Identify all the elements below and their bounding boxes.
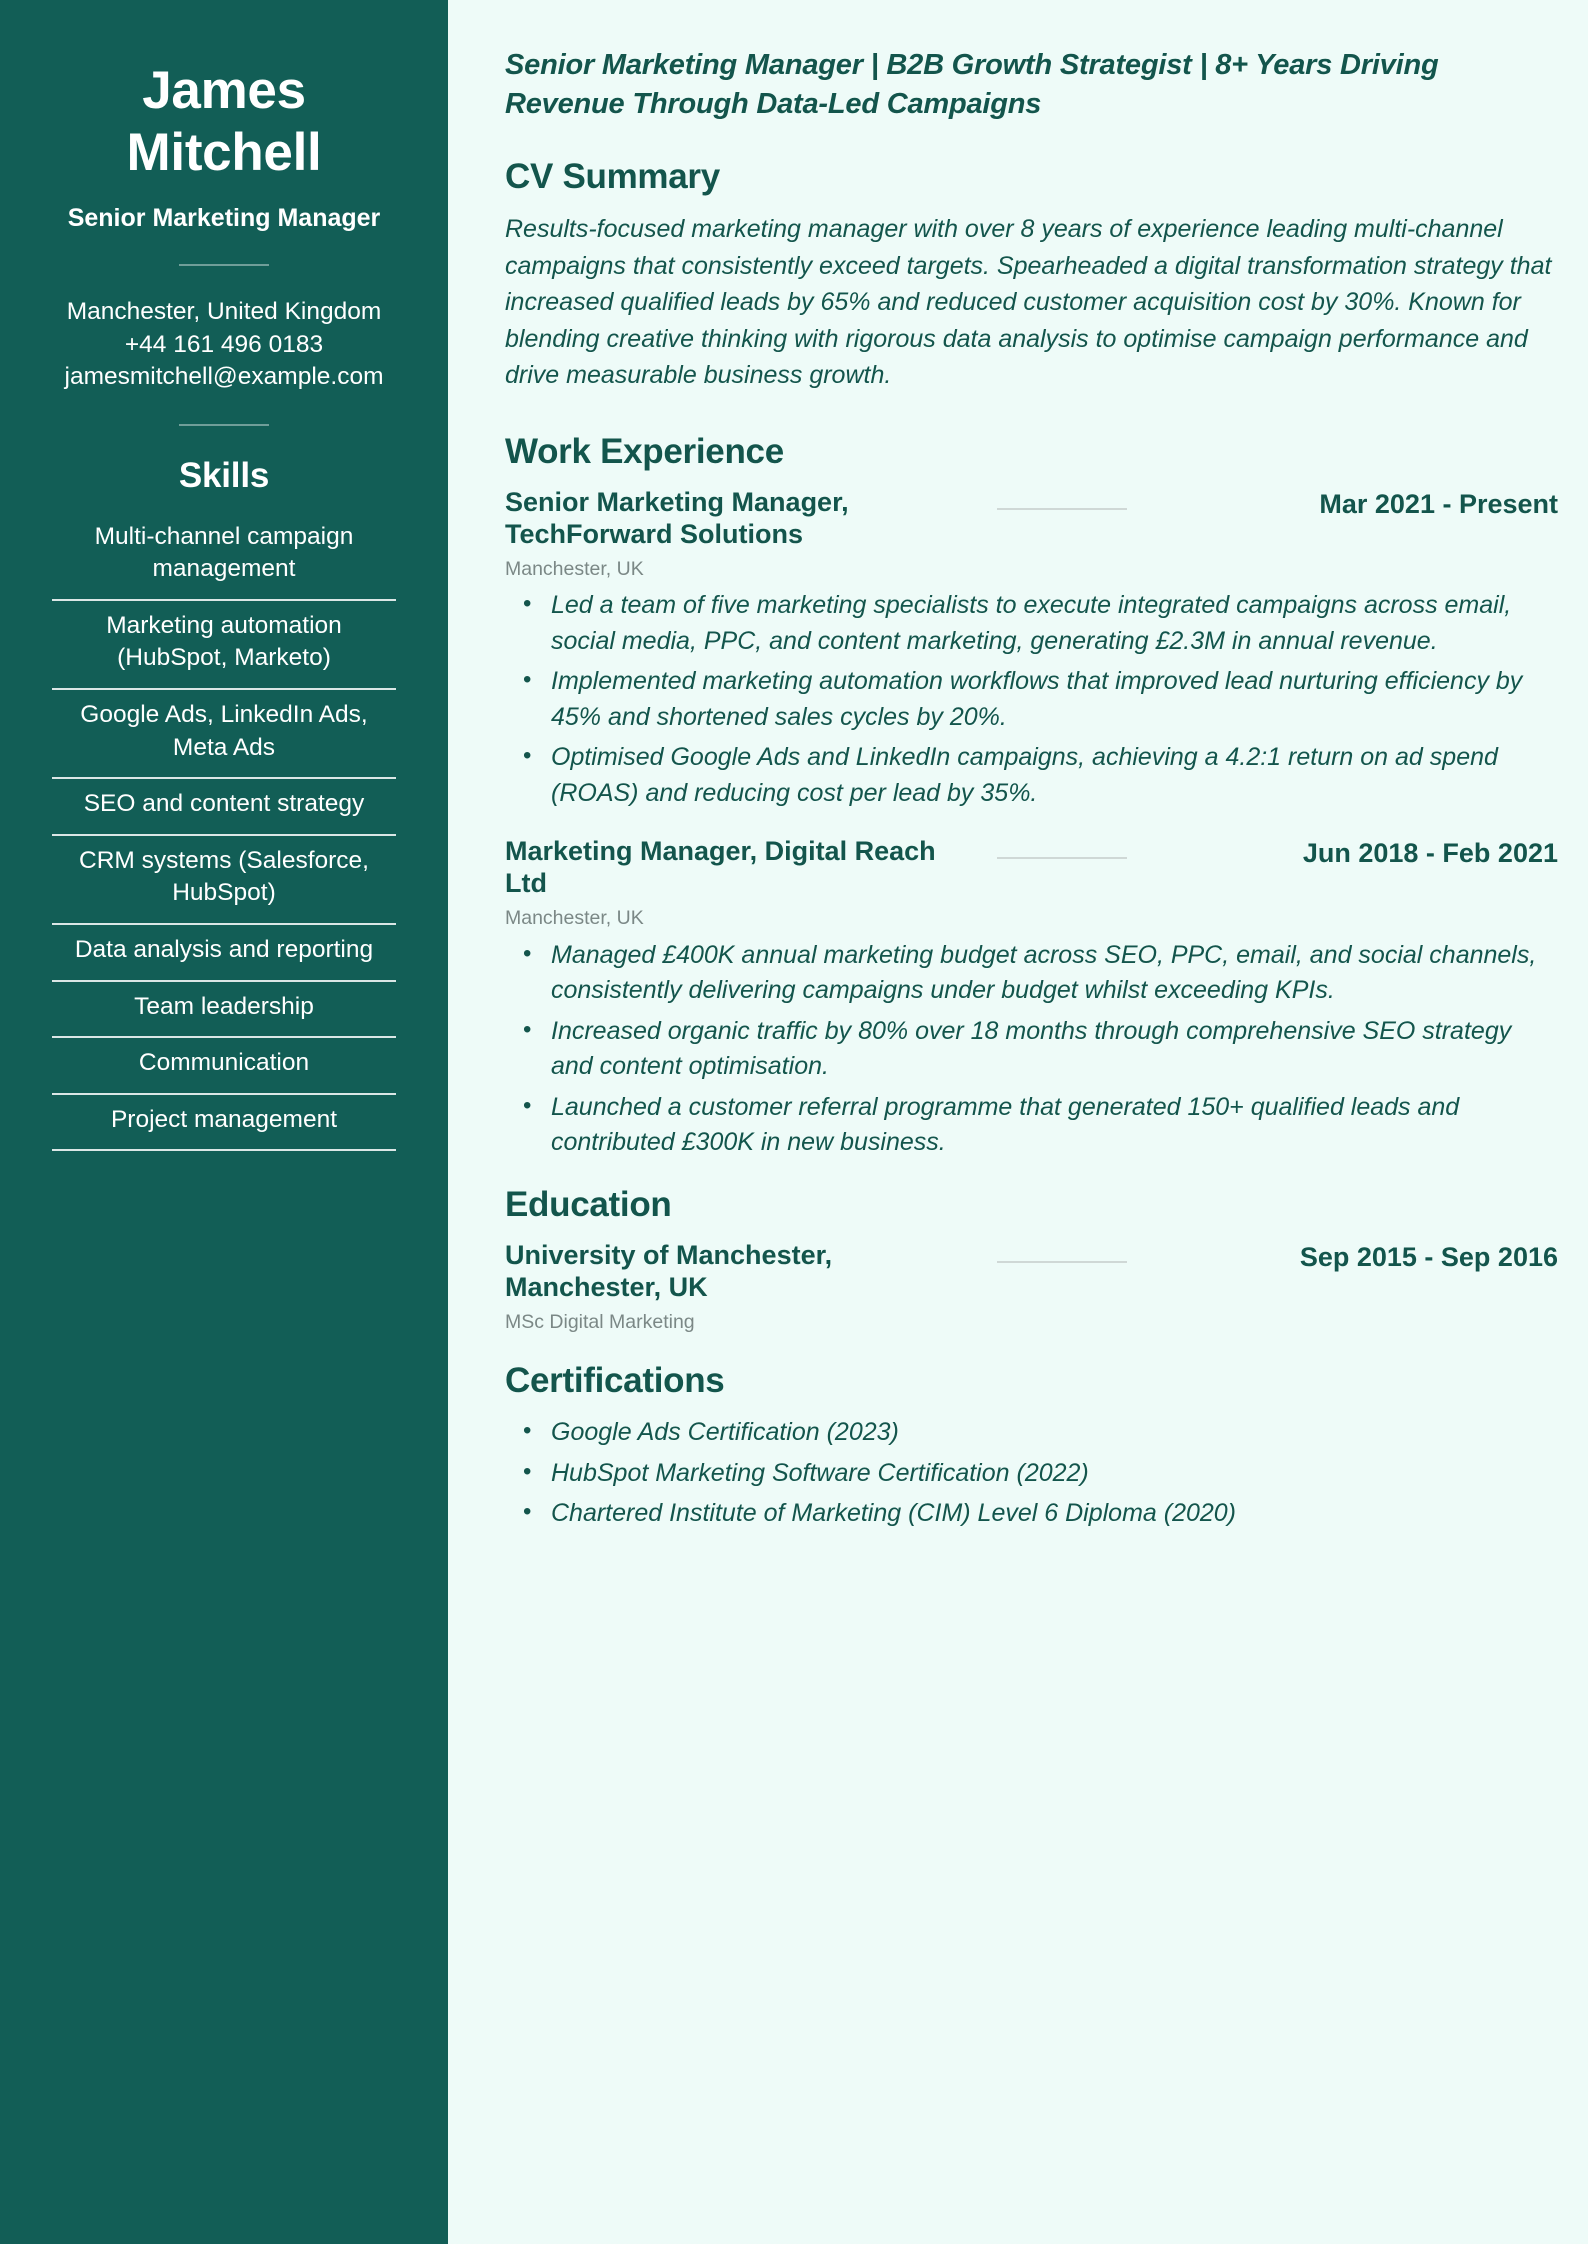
education-entry-header — [505, 1239, 1558, 1303]
bullet-item: • Optimised Google Ads and LinkedIn campaigns, achieving a 4.2:1 return on ad spend (ROAS) and reducing cost per lead by 35%. — [551, 740, 1558, 811]
cv-main-content — [448, 0, 1588, 2244]
certification-item: • HubSpot Marketing Software Certification (2022) — [551, 1456, 1558, 1492]
certification-item: • Chartered Institute of Marketing (CIM) Level 6 Diploma (2020) — [551, 1496, 1558, 1532]
skill-item: SEO and content strategy — [52, 779, 396, 836]
education-degree: MSc Digital Marketing — [505, 1311, 695, 1334]
work-entry-location: Manchester, UK — [505, 557, 644, 580]
bullet-item: • Led a team of five marketing specialists to execute integrated campaigns across email, social media, PPC, and content marketing, generating £2.3M in annual revenue. — [551, 588, 1558, 659]
skill-item: Team leadership — [52, 982, 396, 1039]
section-work-experience — [505, 432, 1558, 1161]
entry-connector-line — [997, 857, 1127, 859]
work-entry-bullets — [505, 938, 1558, 1161]
work-entry-role: Senior Marketing Manager, TechForward Solutions — [505, 486, 849, 549]
professional-headline: Senior Marketing Manager | B2B Growth Strategist | 8+ Years Driving Revenue Through Data-Led Campaigns — [505, 49, 1439, 120]
work-entry — [505, 486, 1558, 583]
work-entry — [505, 835, 1558, 932]
contact-phone: +44 161 496 0183 — [124, 330, 324, 358]
entry-connector-line — [997, 1261, 1127, 1263]
sidebar-divider-bottom — [179, 424, 269, 426]
skills-heading: Skills — [178, 455, 270, 495]
bullet-item: • Managed £400K annual marketing budget across SEO, PPC, email, and social channels, consistently delivering campaigns under budget whilst exceeding KPIs. — [551, 938, 1558, 1009]
contact-block — [46, 296, 402, 394]
skill-item: Communication — [52, 1038, 396, 1095]
education-institution: University of Manchester, Manchester, UK — [505, 1239, 833, 1302]
cv-summary-text: Results-focused marketing manager with over 8 years of experience leading multi-channel campaigns that consistently exceed targets. Spearheaded a digital transformation strategy that increased qualified leads by 65% and reduced customer acquisition cost by 30%. Known for blending creative thinking with rigorous data analysis to optimise campaign performance and drive measurable business growth. — [505, 215, 1552, 390]
work-entry-date: Mar 2021 - Present — [1319, 488, 1558, 519]
section-cv-summary — [505, 157, 1558, 394]
entry-connector-line — [997, 508, 1127, 510]
work-entry-location: Manchester, UK — [505, 907, 644, 930]
skill-item: Marketing automation (HubSpot, Marketo) — [52, 601, 396, 690]
bullet-item: • Increased organic traffic by 80% over 18 months through comprehensive SEO strategy and content optimisation. — [551, 1014, 1558, 1085]
candidate-name: James Mitchell — [126, 61, 322, 182]
contact-location: Manchester, United Kingdom — [66, 298, 382, 325]
work-entry-role: Marketing Manager, Digital Reach Ltd — [505, 836, 936, 899]
work-entry-header — [505, 486, 1558, 550]
skill-item: Multi-channel campaign management — [52, 512, 396, 601]
work-entry-bullets — [505, 588, 1558, 811]
work-entry-header — [505, 835, 1558, 899]
skill-item: Project management — [52, 1095, 396, 1152]
work-experience-heading: Work Experience — [505, 431, 784, 471]
education-date: Sep 2015 - Sep 2016 — [1299, 1241, 1558, 1272]
skill-item: Data analysis and reporting — [52, 925, 396, 982]
certification-item: • Google Ads Certification (2023) — [551, 1415, 1558, 1451]
cv-sidebar — [0, 0, 448, 2244]
skill-item: Google Ads, LinkedIn Ads, Meta Ads — [52, 690, 396, 779]
work-entry-date: Jun 2018 - Feb 2021 — [1302, 838, 1558, 869]
certifications-heading: Certifications — [505, 1361, 725, 1401]
skills-list — [46, 512, 402, 1152]
education-heading: Education — [505, 1184, 672, 1224]
cv-summary-heading: CV Summary — [505, 157, 720, 197]
sidebar-divider-top — [179, 264, 269, 266]
certifications-list — [505, 1415, 1558, 1532]
section-education — [505, 1185, 1558, 1336]
candidate-job-title: Senior Marketing Manager — [67, 204, 381, 232]
skill-item: CRM systems (Salesforce, HubSpot) — [52, 836, 396, 925]
bullet-item: • Implemented marketing automation workflows that improved lead nurturing efficiency by 45% and shortened sales cycles by 20%. — [551, 664, 1558, 735]
section-certifications — [505, 1361, 1558, 1532]
contact-email[interactable]: jamesmitchell@example.com — [64, 363, 384, 391]
bullet-item: • Launched a customer referral programme that generated 150+ qualified leads and contributed £300K in new business. — [551, 1090, 1558, 1161]
education-entry — [505, 1239, 1558, 1336]
